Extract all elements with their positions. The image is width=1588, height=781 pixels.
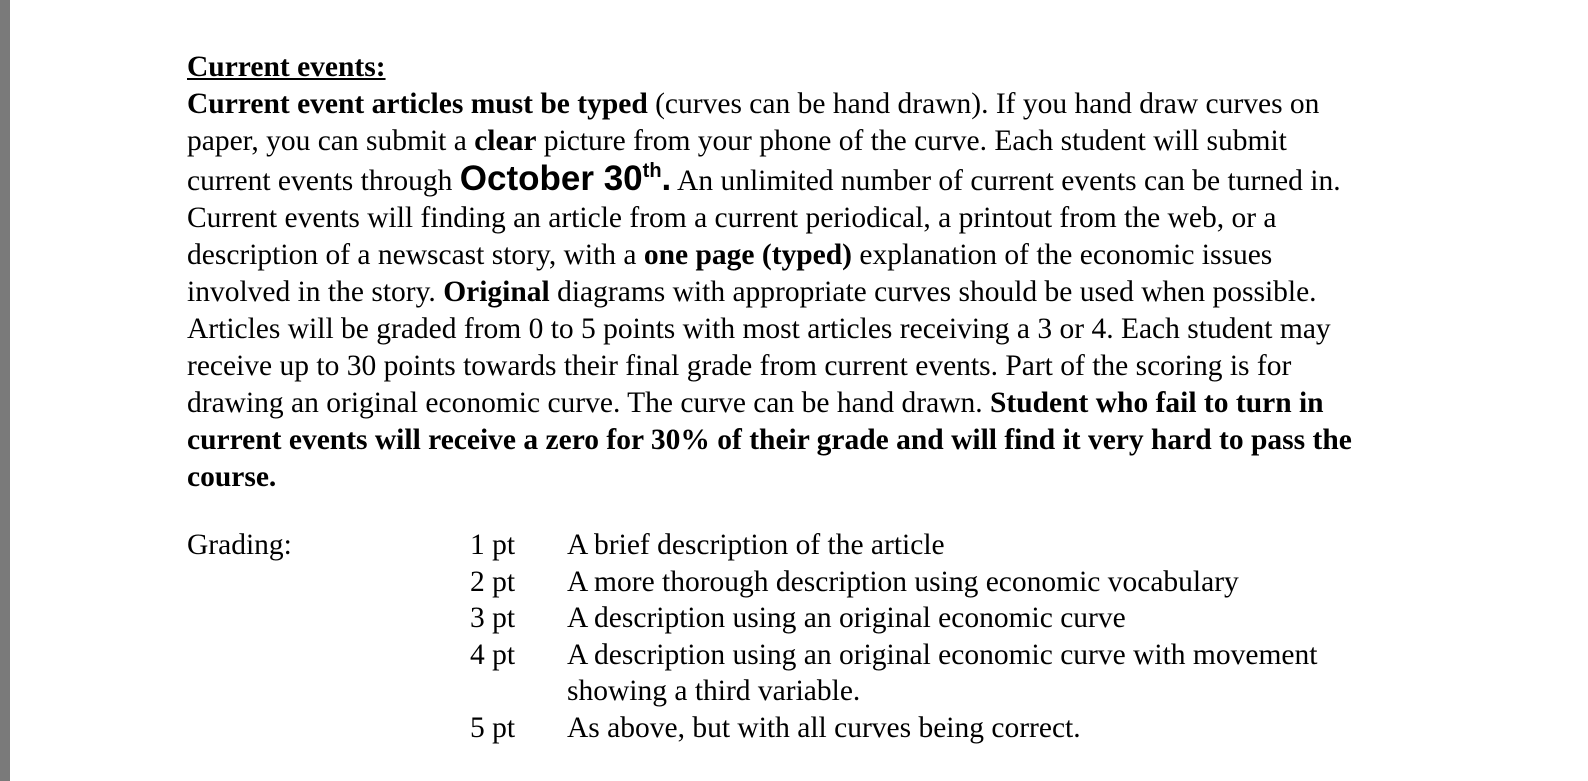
paragraph-line bbox=[187, 385, 1487, 422]
paragraph-text: An unlimited number of current events can be turned in. bbox=[671, 165, 1341, 197]
paragraph-line: Current events will finding an article from a current periodical, a printout from the web, or a bbox=[187, 202, 1277, 234]
paragraph-line-warning: course. bbox=[187, 461, 277, 493]
deadline-date-suffix: th bbox=[642, 160, 662, 182]
paragraph-line-warning: current events will receive a zero for 30% of their grade and will find it very hard to pass the bbox=[187, 424, 1352, 456]
paragraph-line bbox=[187, 123, 1487, 160]
instructions-paragraph bbox=[187, 86, 1487, 496]
emphasis-typed-requirement: Current event articles must be typed bbox=[187, 88, 648, 120]
grade-description: As above, but with all curves being correct. bbox=[567, 711, 1081, 744]
emphasis-one-page: one page (typed) bbox=[643, 239, 853, 271]
grade-description: A brief description of the article bbox=[567, 529, 945, 561]
grade-description: A more thorough description using economic vocabulary bbox=[567, 565, 1239, 598]
section-heading: Current events: bbox=[187, 51, 386, 83]
paragraph-line: receive up to 30 points towards their final grade from current events. Part of the scoring is for bbox=[187, 350, 1292, 382]
paragraph-text: picture from your phone of the curve. Each student will submit bbox=[536, 125, 1287, 157]
deadline-date bbox=[460, 159, 671, 198]
paragraph-text: involved in the story. bbox=[187, 276, 444, 308]
grade-points: 5 pt bbox=[470, 711, 516, 744]
paragraph-line bbox=[187, 86, 1487, 123]
grade-description-continued: showing a third variable. bbox=[567, 675, 861, 707]
grading-label: Grading: bbox=[187, 529, 292, 561]
emphasis-warning: Student who fail to turn in bbox=[990, 387, 1324, 419]
paragraph-text: paper, you can submit a bbox=[187, 125, 475, 157]
paragraph-line: Articles will be graded from 0 to 5 points with most articles receiving a 3 or 4. Each student may bbox=[187, 313, 1331, 345]
grade-points: 4 pt bbox=[470, 638, 516, 671]
paragraph-text: (curves can be hand drawn). If you hand draw curves on bbox=[647, 88, 1320, 120]
paragraph-text: diagrams with appropriate curves should be used when possible. bbox=[549, 276, 1317, 308]
grade-points: 3 pt bbox=[470, 602, 516, 634]
grade-points: 2 pt bbox=[470, 565, 516, 598]
paragraph-text: explanation of the economic issues bbox=[852, 239, 1273, 271]
paragraph-text: drawing an original economic curve. The curve can be hand drawn. bbox=[187, 387, 991, 419]
grade-description: A description using an original economic curve bbox=[567, 602, 1126, 634]
deadline-date-text: October 30 bbox=[459, 159, 643, 198]
document-page bbox=[10, 0, 1588, 781]
paragraph-line bbox=[187, 160, 1487, 200]
paragraph-line bbox=[187, 237, 1487, 274]
deadline-date-period: . bbox=[661, 159, 672, 198]
current-events-section bbox=[187, 49, 1487, 496]
emphasis-clear: clear bbox=[474, 125, 537, 157]
emphasis-original: Original bbox=[443, 276, 550, 308]
paragraph-text: current events through bbox=[187, 165, 460, 197]
paragraph-text: description of a newscast story, with a bbox=[187, 239, 644, 271]
grade-points: 1 pt bbox=[470, 529, 516, 561]
paragraph-line bbox=[187, 274, 1487, 311]
grade-description: A description using an original economic curve with movement bbox=[567, 638, 1318, 671]
